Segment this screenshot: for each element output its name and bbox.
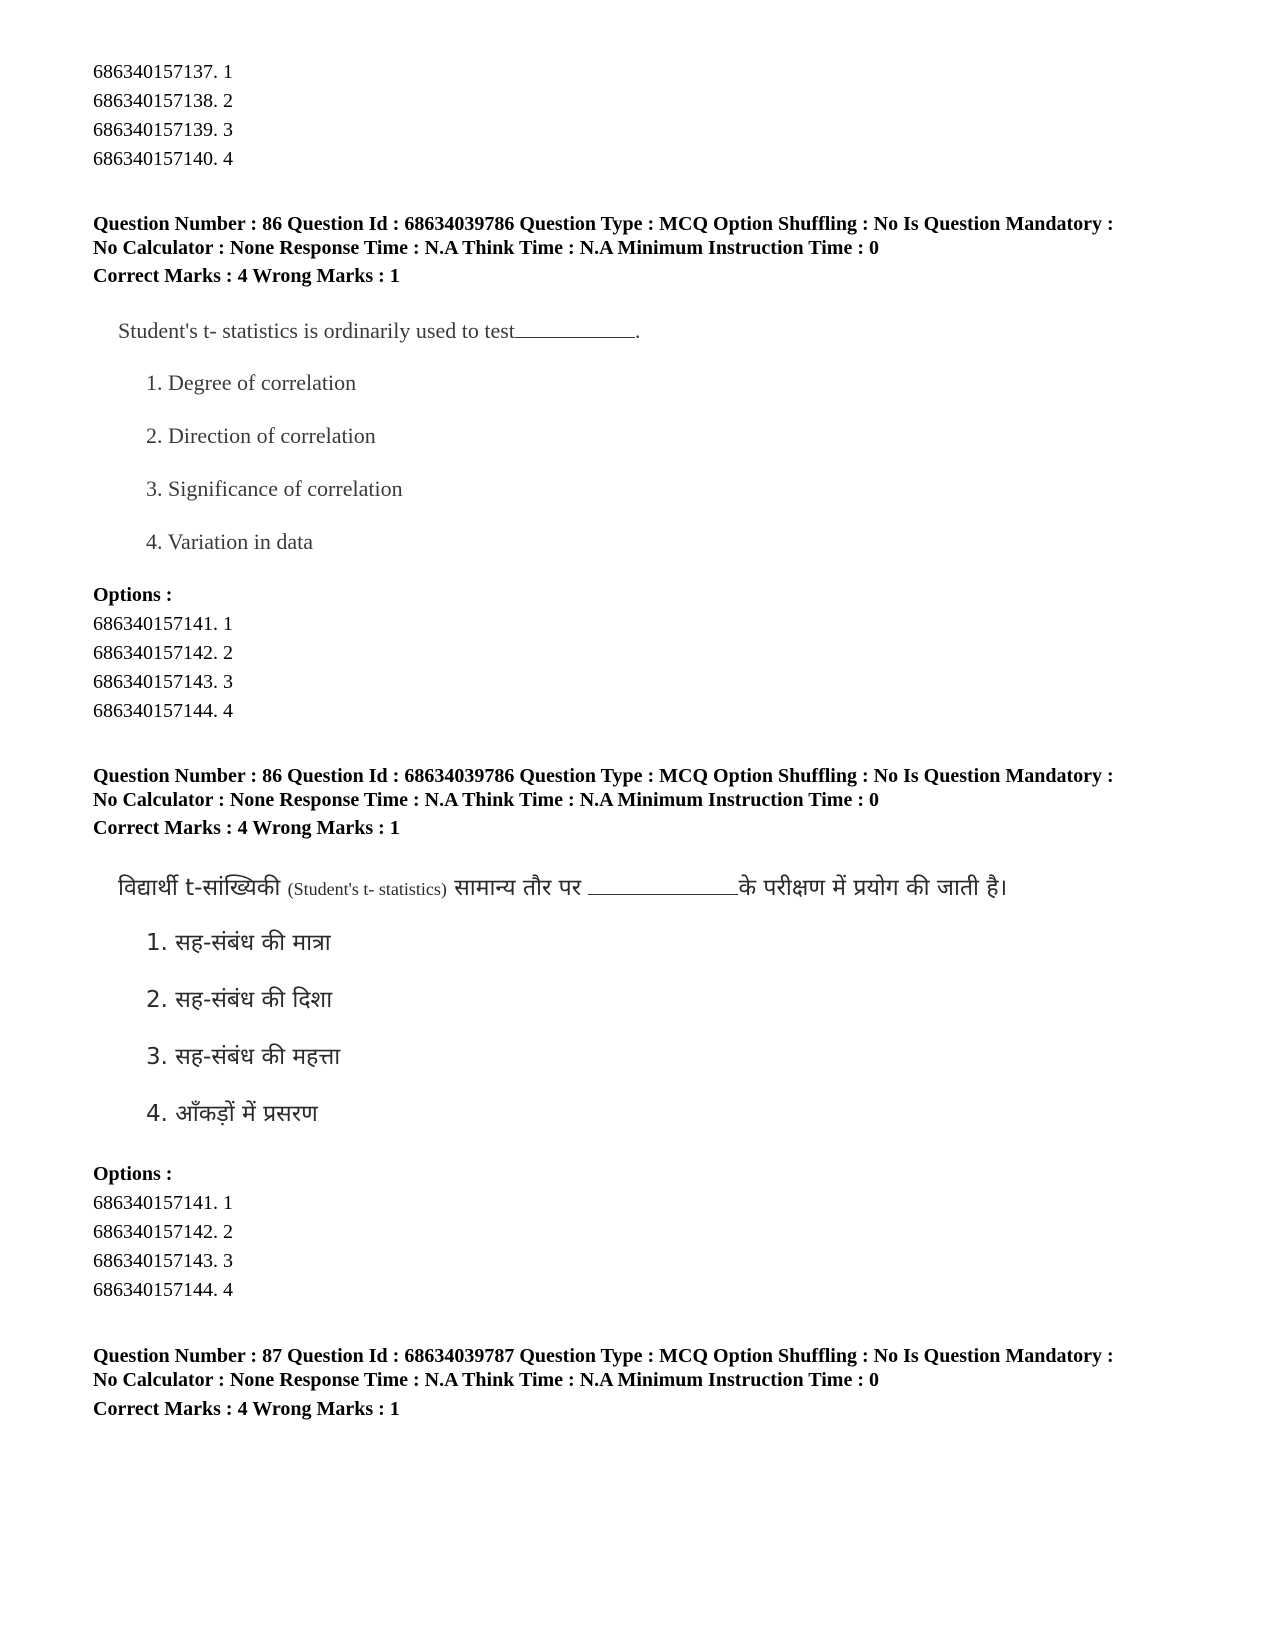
question-stem-hindi: विद्यार्थी t-सांख्यिकी [118, 875, 281, 901]
question-header: No Calculator : None Response Time : N.A Think Time : N.A Minimum Instruction Time : 0 [93, 237, 879, 259]
question-header: No Calculator : None Response Time : N.A Think Time : N.A Minimum Instruction Time : 0 [93, 789, 879, 811]
question-stem-english-gloss: (Student's t- statistics) [287, 879, 447, 899]
question-header: Question Number : 86 Question Id : 68634039786 Question Type : MCQ Option Shuffling : No Is Question Mandatory : [93, 213, 1114, 235]
answer-choice: 3. सह-संबंध की महत्ता [146, 1044, 341, 1070]
answer-choice: 2. Direction of correlation [146, 423, 376, 448]
question-stem [118, 870, 1007, 902]
option-line: 686340157138. 2 [93, 90, 233, 112]
option-line: 686340157137. 1 [93, 61, 233, 83]
question-header: Question Number : 87 Question Id : 68634039787 Question Type : MCQ Option Shuffling : No Is Question Mandatory : [93, 1345, 1114, 1367]
options-label: Options : [93, 1163, 173, 1185]
answer-choice: 2. सह-संबंध की दिशा [146, 987, 333, 1013]
answer-choice: 3. Significance of correlation [146, 476, 403, 501]
answer-choice: 1. सह-संबंध की मात्रा [146, 930, 331, 956]
option-line: 686340157143. 3 [93, 1250, 233, 1272]
option-line: 686340157144. 4 [93, 1279, 233, 1301]
question-stem-text: Student's t- statistics is ordinarily used to test [118, 318, 515, 343]
question-marks: Correct Marks : 4 Wrong Marks : 1 [93, 265, 400, 287]
question-marks: Correct Marks : 4 Wrong Marks : 1 [93, 1398, 400, 1420]
option-line: 686340157142. 2 [93, 642, 233, 664]
option-line: 686340157139. 3 [93, 119, 233, 141]
question-stem-end: . [634, 318, 641, 343]
answer-choice: 4. आँकड़ों में प्रसरण [146, 1101, 318, 1127]
question-stem-hindi: सामान्य तौर पर [454, 875, 582, 901]
question-marks: Correct Marks : 4 Wrong Marks : 1 [93, 817, 400, 839]
answer-choice: 4. Variation in data [146, 529, 313, 554]
question-stem [118, 318, 640, 344]
question-header: No Calculator : None Response Time : N.A Think Time : N.A Minimum Instruction Time : 0 [93, 1369, 879, 1391]
option-line: 686340157141. 1 [93, 613, 233, 635]
option-line: 686340157143. 3 [93, 671, 233, 693]
answer-choice: 1. Degree of correlation [146, 370, 357, 395]
option-line: 686340157140. 4 [93, 148, 233, 170]
options-label: Options : [93, 584, 173, 606]
question-header: Question Number : 86 Question Id : 68634039786 Question Type : MCQ Option Shuffling : No Is Question Mandatory : [93, 765, 1114, 787]
answer-blank [588, 894, 738, 895]
option-line: 686340157142. 2 [93, 1221, 233, 1243]
option-line: 686340157144. 4 [93, 700, 233, 722]
option-line: 686340157141. 1 [93, 1192, 233, 1214]
answer-blank [515, 337, 635, 338]
question-stem-hindi: के परीक्षण में प्रयोग की जाती है। [738, 875, 1008, 901]
